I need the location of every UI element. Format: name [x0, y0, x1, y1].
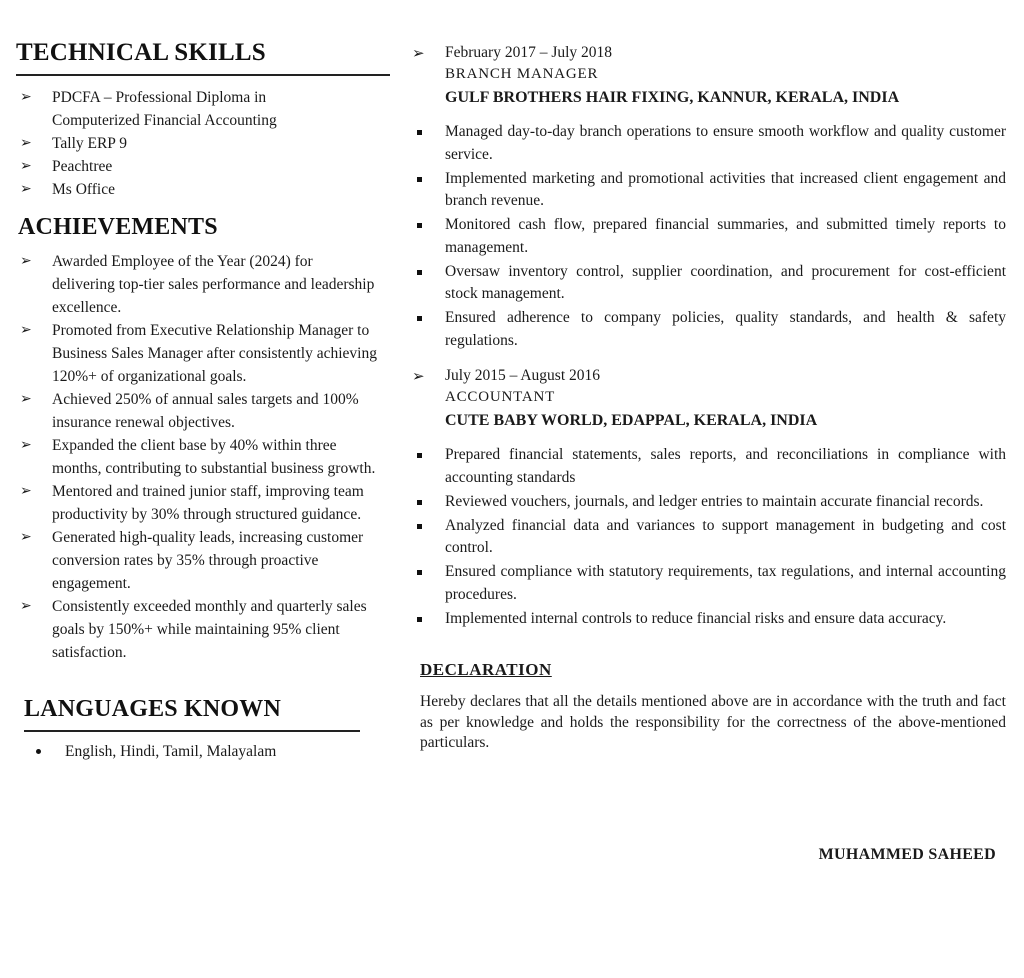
signature-name: MUHAMMED SAHEED: [818, 846, 996, 863]
list-item: ➢ Promoted from Executive Relationship Manager to Business Sales Manager after consistently achieving 120%+ of organizational goals.: [16, 319, 378, 388]
square-bullet-icon: [417, 223, 422, 228]
list-item: ➢ Generated high-quality leads, increasing customer conversion rates by 35% through proactive engagement.: [16, 526, 378, 595]
technical-skills-section: [16, 38, 392, 201]
arrow-bullet-icon: ➢: [20, 322, 32, 338]
arrow-bullet-icon: ➢: [20, 483, 32, 499]
list-item: Oversaw inventory control, supplier coordination, and procurement for cost-efficient stock management.: [412, 261, 1006, 306]
list-item: Implemented marketing and promotional activities that increased client engagement and branch revenue.: [412, 168, 1006, 213]
square-bullet-icon: [417, 177, 422, 182]
square-bullet-icon: [417, 617, 422, 622]
achievements-heading: ACHIEVEMENTS: [18, 214, 218, 240]
square-bullet-icon: [417, 270, 422, 275]
arrow-bullet-icon: ➢: [20, 391, 32, 407]
list-item: ➢ Expanded the client base by 40% within three months, contributing to substantial business growth.: [16, 434, 378, 480]
arrow-bullet-icon: ➢: [20, 598, 32, 614]
list-item: ➢ PDCFA – Professional Diploma in Computerized Financial Accounting: [16, 86, 332, 132]
job-role: BRANCH MANAGER: [445, 66, 599, 82]
list-item: Ensured adherence to company policies, quality standards, and health & safety regulations.: [412, 307, 1006, 352]
declaration-heading: DECLARATION: [420, 660, 552, 679]
job-dates: February 2017 – July 2018: [445, 44, 613, 61]
job-duties-list: [412, 444, 1006, 630]
list-item: ➢ Mentored and trained junior staff, improving team productivity by 30% through structured guidance.: [16, 480, 378, 526]
list-item: ➢ Achieved 250% of annual sales targets and 100% insurance renewal objectives.: [16, 388, 378, 434]
technical-skills-list: [16, 86, 392, 201]
job-company: CUTE BABY WORLD, EDAPPAL, KERALA, INDIA: [445, 412, 818, 429]
square-bullet-icon: [417, 500, 422, 505]
languages-heading: LANGUAGES KNOWN: [24, 696, 282, 722]
square-bullet-icon: [417, 316, 422, 321]
arrow-bullet-icon: ➢: [20, 89, 32, 105]
list-item: English, Hindi, Tamil, Malayalam: [24, 740, 392, 763]
list-item: ➢ Consistently exceeded monthly and quarterly sales goals by 150%+ while maintaining 95% client satisfaction.: [16, 595, 378, 664]
square-bullet-icon: [417, 570, 422, 575]
arrow-bullet-icon: ➢: [20, 135, 32, 151]
job-role: ACCOUNTANT: [445, 389, 556, 405]
declaration-text: Hereby declares that all the details mentioned above are in accordance with the truth and fact as per knowledge and holds the responsibility for the correctness of the above-mentioned particulars.: [420, 693, 1006, 751]
arrow-bullet-icon: ➢: [412, 367, 425, 385]
left-column: [16, 38, 392, 763]
square-bullet-icon: [417, 130, 422, 135]
technical-skills-heading: TECHNICAL SKILLS: [16, 39, 266, 66]
arrow-bullet-icon: ➢: [20, 181, 32, 197]
arrow-bullet-icon: ➢: [20, 253, 32, 269]
arrow-bullet-icon: ➢: [20, 158, 32, 174]
list-item: Reviewed vouchers, journals, and ledger entries to maintain accurate financial records.: [412, 491, 1006, 514]
list-item: ➢ Ms Office: [16, 178, 392, 201]
job-company: GULF BROTHERS HAIR FIXING, KANNUR, KERALA, INDIA: [445, 89, 900, 106]
languages-list: [24, 740, 392, 763]
experience-entry: [412, 365, 1006, 630]
job-dates: July 2015 – August 2016: [445, 367, 601, 384]
list-item: Analyzed financial data and variances to support management in budgeting and cost control.: [412, 515, 1006, 560]
list-item: Monitored cash flow, prepared financial summaries, and submitted timely reports to management.: [412, 214, 1006, 259]
achievements-list: [16, 250, 378, 664]
achievements-section: [16, 212, 392, 664]
experience-entry: [412, 42, 1006, 352]
job-duties-list: [412, 121, 1006, 352]
list-item: Prepared financial statements, sales reports, and reconciliations in compliance with accounting standards: [412, 444, 1006, 489]
list-item: Managed day-to-day branch operations to ensure smooth workflow and quality customer service.: [412, 121, 1006, 166]
technical-skills-rule: [16, 74, 390, 76]
square-bullet-icon: [417, 524, 422, 529]
declaration-section: [420, 660, 1006, 754]
languages-section: [24, 694, 392, 763]
right-column: [412, 42, 1006, 754]
languages-rule: [24, 730, 360, 732]
list-item: Implemented internal controls to reduce financial risks and ensure data accuracy.: [412, 608, 1006, 631]
square-bullet-icon: [417, 453, 422, 458]
job-header: [412, 42, 1006, 111]
arrow-bullet-icon: ➢: [20, 529, 32, 545]
list-item: ➢ Tally ERP 9: [16, 132, 392, 155]
arrow-bullet-icon: ➢: [412, 44, 425, 62]
arrow-bullet-icon: ➢: [20, 437, 32, 453]
job-header: [412, 365, 1006, 434]
bullet-dot-icon: [36, 749, 41, 754]
list-item: Ensured compliance with statutory requirements, tax regulations, and internal accounting procedures.: [412, 561, 1006, 606]
list-item: ➢ Peachtree: [16, 155, 392, 178]
list-item: ➢ Awarded Employee of the Year (2024) for delivering top-tier sales performance and leadership excellence.: [16, 250, 378, 319]
